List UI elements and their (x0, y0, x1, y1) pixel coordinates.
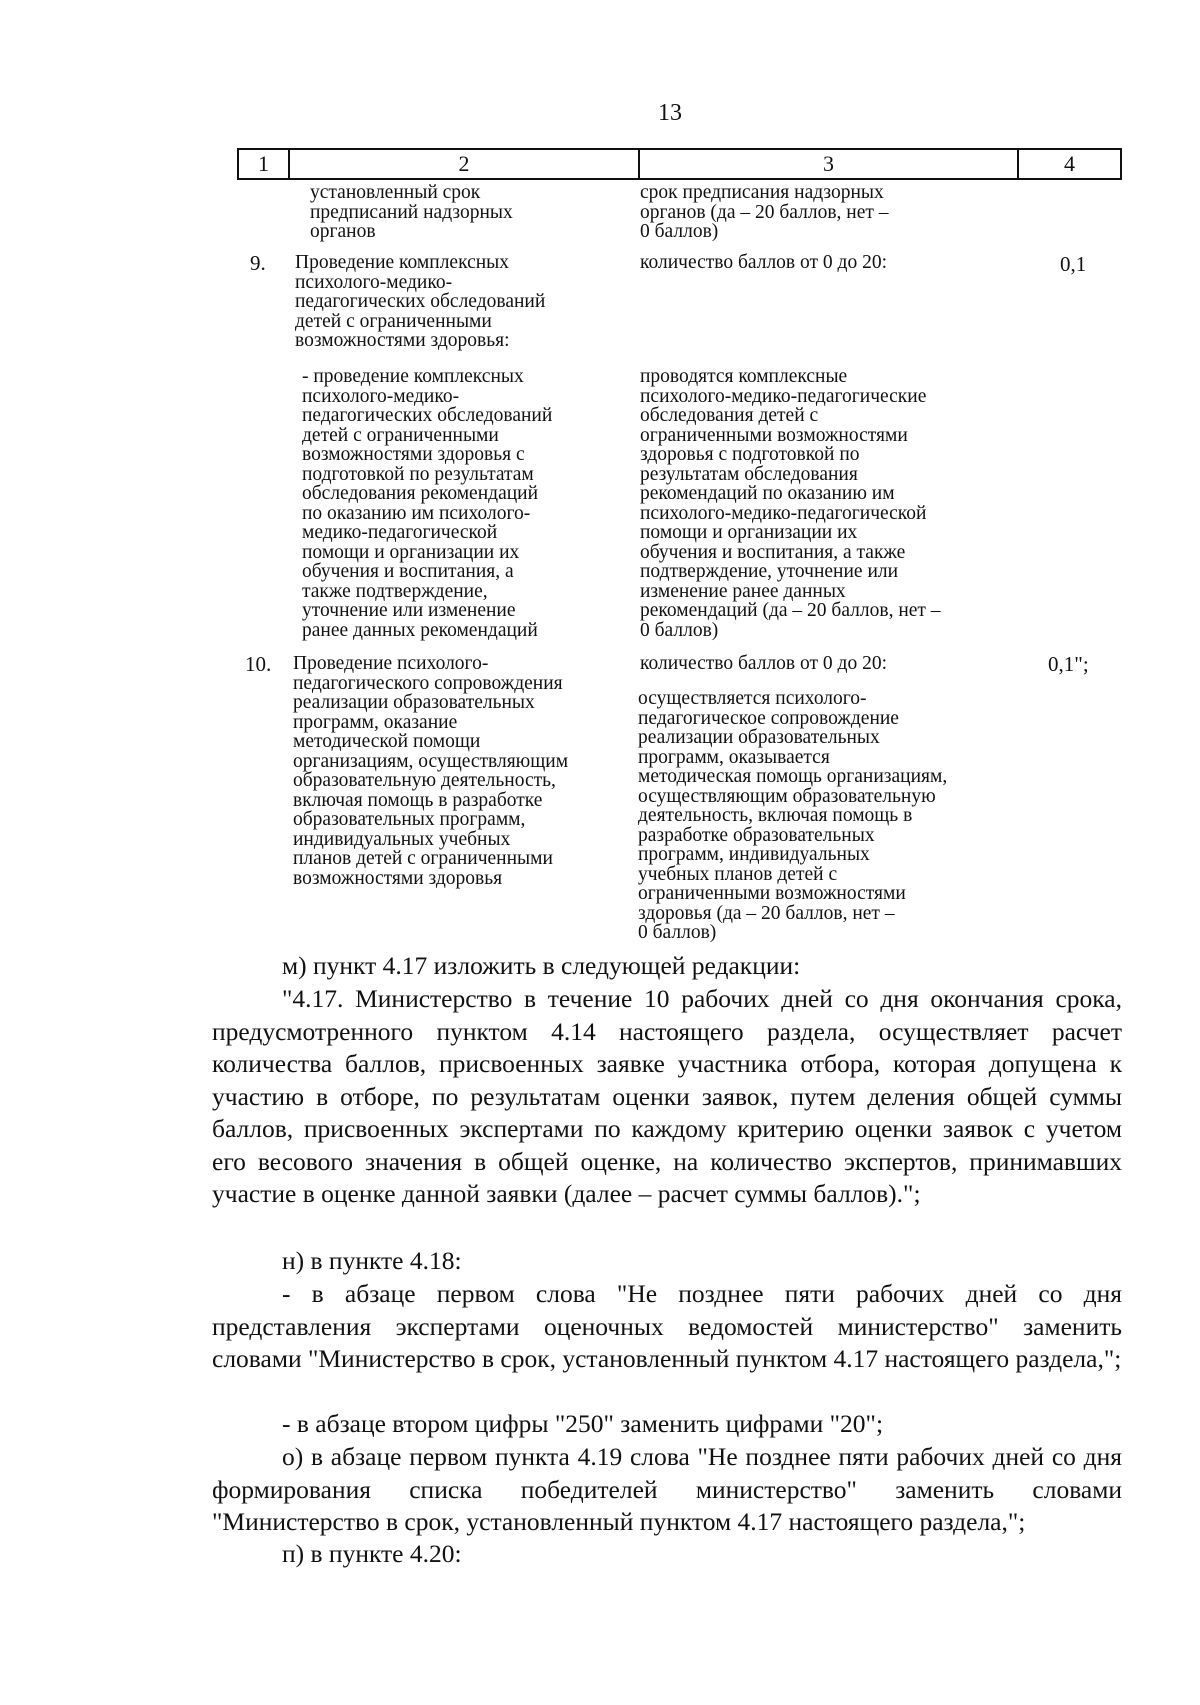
paragraph-4: - в абзаце первом слова "Не позднее пяти рабочих дней со дня представления экспертами оценочных ведомостей министерство" заменить словами "Министерство в срок, установленный пунктом 4.17 настоящего раздела,"; (212, 1279, 1122, 1373)
table-header-col-4: 4 (1064, 151, 1075, 176)
table-row-1-weight: 0,1 (1060, 252, 1087, 276)
paragraph-6: о) в абзаце первом пункта 4.19 слова "Не позднее пяти рабочих дней со дня формирования списка победителей министерство" заменить словами "Министерство в срок, установленный пунктом 4.17 настоящего раздела,"; (212, 1442, 1122, 1536)
table-row-3-weight: 0,1"; (1048, 652, 1089, 676)
paragraph-2: "4.17. Министерство в течение 10 рабочих дней со дня окончания срока, предусмотренного пунктом 4.14 настоящего раздела, осуществляет расчет количества баллов, присвоенных заявке участника отбора, которая допущена к участию в отборе, по результатам оценки заявок, путем деления общей суммы баллов, присвоенных экспертами по каждому критерию оценки заявок с учетом его весового значения в общей оценке, на количество экспертов, принимавших участие в оценке данной заявки (далее – расчет суммы баллов)."; (212, 984, 1122, 1208)
table-header-row (237, 148, 1122, 180)
table-row-0-criterion: установленный срок предписаний надзорных органов (310, 182, 513, 242)
table-row-2-description: проводятся комплексные психолого-медико-педагогические обследования детей с ограниченными возможностями здоровья с подготовкой по результатам обследования рекомендаций по оказанию им психолого-медико-педагогической помощи и организации их обучения и воспитания, а также подтверждение, уточнение или изменение ранее данных рекомендаций (да – 20 баллов, нет – 0 баллов) (640, 366, 941, 641)
paragraph-3: н) в пункте 4.18: (282, 1246, 462, 1275)
table-row-2-criterion: - проведение комплексных психолого-медико- педагогических обследований детей с ограниченными возможностями здоровья с подготовкой по результатам обследования рекомендаций по оказанию им психолого- медико-педагогической помощи и организации их обучения и воспитания, а также подтверждение, уточнение или изменение ранее данных рекомендаций (302, 366, 553, 641)
page-number: 13 (658, 100, 682, 126)
table-row-1-description: количество баллов от 0 до 20: (640, 252, 887, 273)
paragraph-1: м) пункт 4.17 изложить в следующей редакции: (282, 951, 801, 980)
table-row-1-criterion: Проведение комплексных психолого-медико- педагогических обследований детей с ограниченными возможностями здоровья: (295, 252, 546, 351)
table-row-3-description-extra: осуществляется психолого- педагогическое сопровождение реализации образовательных программ, оказывается методическая помощь организациям, осуществляющим образовательную деятельность, включая помощь в разработке образовательных программ, индивидуальных учебных планов детей с ограниченными возможностями здоровья (да – 20 баллов, нет – 0 баллов) (638, 688, 948, 943)
table-header-col-3: 3 (640, 150, 1019, 178)
paragraph-7: п) в пункте 4.20: (282, 1539, 462, 1568)
table-header-col-1: 1 (239, 150, 290, 178)
table-row-1-number: 9. (250, 251, 266, 275)
table-row-3-number: 10. (245, 652, 272, 676)
table-row-3-description: количество баллов от 0 до 20: (640, 653, 887, 674)
table-row-0-description: срок предписания надзорных органов (да – 20 баллов, нет – 0 баллов) (640, 182, 889, 242)
table-row-3-criterion: Проведение психолого- педагогического сопровождения реализации образовательных программ, оказание методической помощи организациям, осуществляющим образовательную деятельность, включая помощь в разработке образовательных программ, индивидуальных учебных планов детей с ограниченными возможностями здоровья (293, 653, 569, 889)
table-header-col-2: 2 (290, 150, 640, 178)
paragraph-5: - в абзаце втором цифры "250" заменить цифрами "20"; (282, 1409, 884, 1438)
